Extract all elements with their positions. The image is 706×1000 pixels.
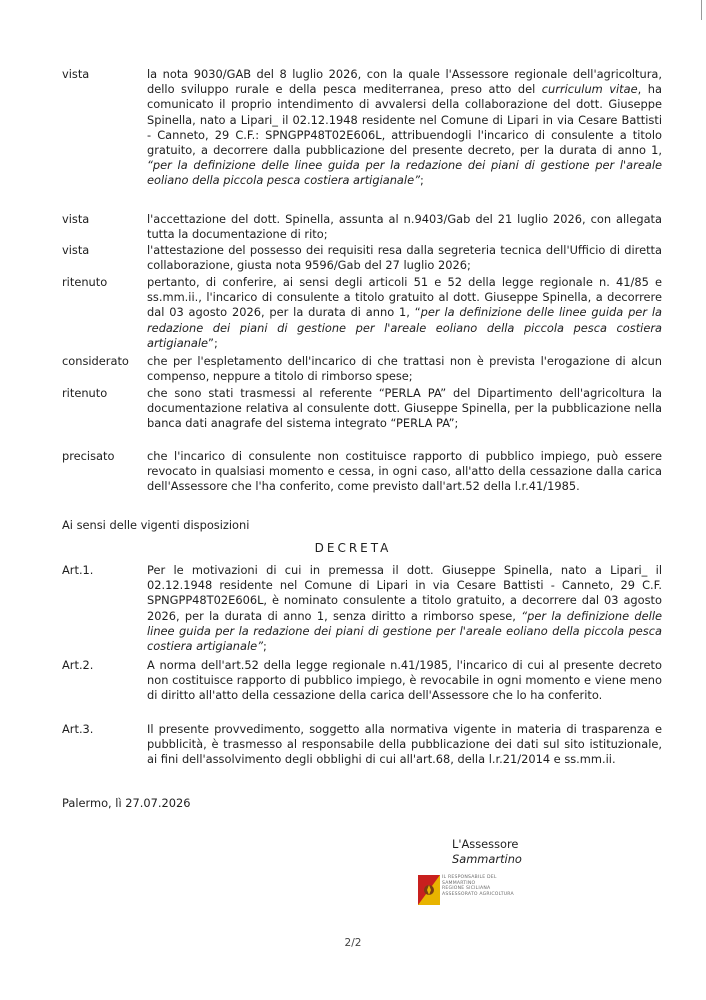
page-number: 2/2 [344,937,362,949]
article-3 [62,722,662,768]
preamble-clause-2 [62,212,662,242]
article-text: Per le motivazioni di cui in premessa il dott. Giuseppe Spinella, nato a Lipari_ il 02.12.1948 residente nel Comune di Lipari in via Cesare Battisti - Canneto, 29 C.F. SPNGPP48T02E606L, è nominato consulente a titolo gratuito, a decorrere dal 03 agosto 2026, per la durata di anno 1, senza diritto a rimborso spese, “per la definizione delle linee guida per la redazione dei piani di gestione per l'areale eoliano della piccola pesca costiera artigianale”; [147,563,663,654]
article-number: Art.3. [62,722,94,736]
clause-text: l'attestazione del possesso dei requisiti resa dalla segreteria tecnica dell'Ufficio di diretta collaborazione, giusta nota 9596/Gab del 27 luglio 2026; [147,243,662,273]
clause-keyword: vista [62,67,90,81]
digital-signature-stamp [418,875,578,907]
preamble-clause-4 [62,275,662,351]
clause-text: l'accettazione del dott. Spinella, assunta al n.9403/Gab del 21 luglio 2026, con allegata tutta la documentazione di rito; [147,212,662,242]
place-date: Palermo, lì 27.07.2026 [62,796,191,810]
signer-role: L'Assessore [452,837,519,851]
clause-text: che sono stati trasmessi al referente “PERLA PA” del Dipartimento dell'agricoltura la documentazione relativa al consulente dott. Giuseppe Spinella, per la pubblicazione nella banca dati anagrafe del sistema integrato “PERLA PA”; [147,386,662,431]
preamble-clause-6 [62,386,662,432]
signer-name: Sammartino [452,852,522,866]
article-2 [62,658,662,704]
stamp-text: IL RESPONSABILE DEL SAMMARTINO REGIONE SICILIANA ASSESSORATO AGRICOLTURA [442,875,514,897]
article-1 [62,563,662,654]
clause-keyword: ritenuto [62,386,108,400]
preamble-clause-1 [62,67,662,189]
clause-keyword: ritenuto [62,275,108,289]
clause-keyword: vista [62,212,90,226]
decree-heading: DECRETA [314,541,392,555]
preamble-clause-5 [62,354,662,384]
clause-text: la nota 9030/GAB del 8 luglio 2026, con la quale l'Assessore regionale dell'agricoltura, dello sviluppo rurale e della pesca mediterranea, preso atto del curriculum vitae, ha comunicato il proprio intendimento di avvalersi della collaborazione del dott. Giuseppe Spinella, nato a Lipari_ il 02.12.1948 residente nel Comune di Lipari in via Cesare Battisti - Canneto, 29 C.F.: SPNGPP48T02E606L, attribuendogli l'incarico di consulente a titolo gratuito, a decorrere dalla pubblicazione del presente decreto, per la durata di anno 1, “per la definizione delle linee guida per la redazione dei piani di gestione per l'areale eoliano della piccola pesca costiera artigianale”; [147,67,662,188]
article-text: Il presente provvedimento, soggetto alla normativa vigente in materia di trasparenza e pubblicità, è trasmesso al responsabile della pubblicazione dei dati sul sito istituzionale, ai fini dell'assolvimento degli obblighi di cui all'art.68, della l.r.21/2014 e ss.mm.ii. [147,722,662,767]
article-number: Art.2. [62,658,94,672]
clause-text: che l'incarico di consulente non costituisce rapporto di pubblico impiego, può essere revocato in qualsiasi momento e cessa, in ogni caso, all'atto della cessazione dalla carica dell'Assessore che l'ha conferito, come previsto dall'art.52 della l.r.41/1985. [147,449,662,494]
clause-text: pertanto, di conferire, ai sensi degli articoli 51 e 52 della legge regionale n. 41/85 e ss.mm.ii., l'incarico di consulente a titolo gratuito al dott. Giuseppe Spinella, a decorrere dal 03 agosto 2026, per la durata di anno 1, “per la definizione delle linee guida per la redazione dei piani di gestione per l'areale eoliano della piccola pesca costiera artigianale”; [147,275,662,350]
clause-keyword: considerato [62,354,129,368]
scan-edge-mark [701,0,702,20]
preamble-clause-3 [62,243,662,273]
clause-keyword: precisato [62,449,115,463]
preamble-clause-7 [62,449,662,495]
clause-text: che per l'espletamento dell'incarico di che trattasi non è prevista l'erogazione di alcun compenso, neppure a titolo di rimborso spese; [147,354,662,384]
article-number: Art.1. [62,563,94,577]
article-text: A norma dell'art.52 della legge regionale n.41/1985, l'incarico di cui al presente decreto non costituisce rapporto di pubblico impiego, è revocabile in ogni momento e viene meno di diritto all'atto della cessazione della carica dell'Assessore che lo ha conferito. [147,658,662,703]
legal-basis-line: Ai sensi delle vigenti disposizioni [62,518,250,532]
region-emblem-icon [418,875,440,905]
clause-keyword: vista [62,243,90,257]
